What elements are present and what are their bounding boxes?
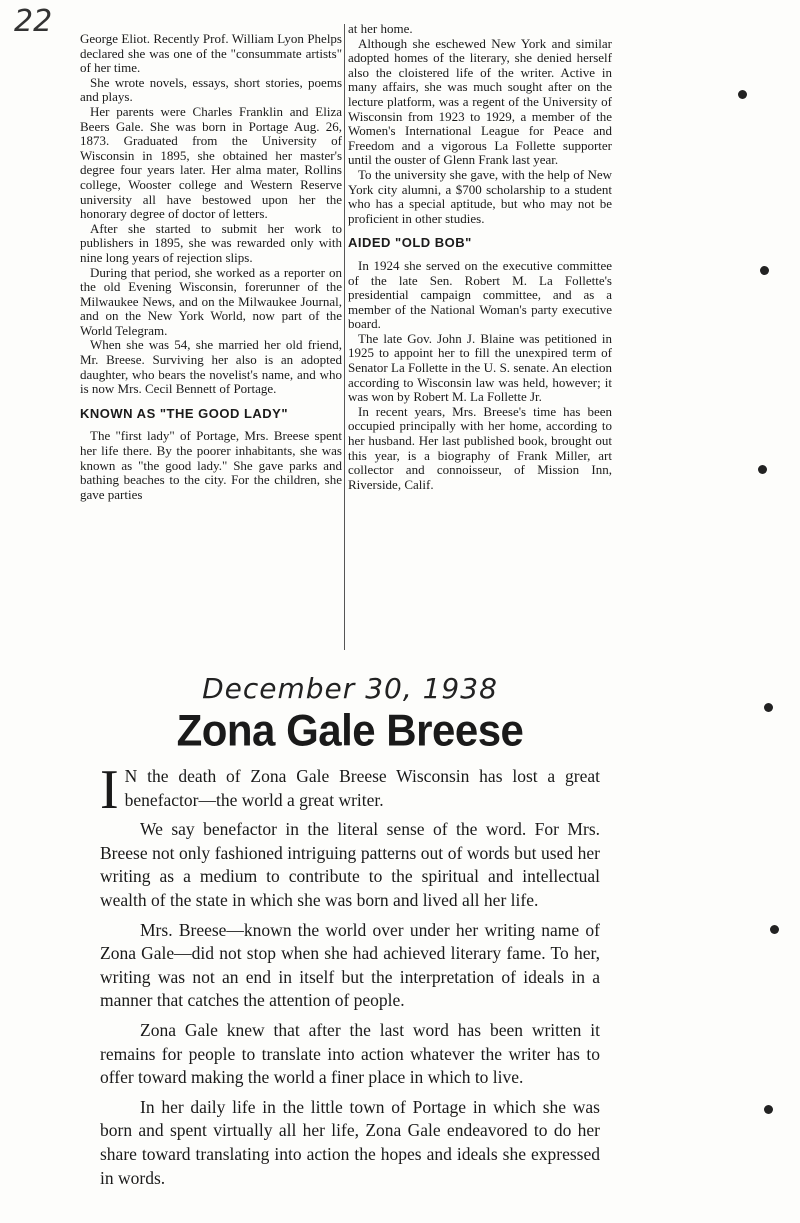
editorial-paragraph: Mrs. Breese—known the world over under her writing name of Zona Gale—did not stop when she had achieved literary fame. To her, writing was not an end in itself but the interpretation of ideals in a manner that catches the attention of people.	[100, 919, 600, 1011]
punch-hole-mark	[758, 465, 767, 474]
editorial-body	[100, 759, 600, 1190]
left-column	[80, 32, 342, 502]
punch-hole-mark	[760, 266, 769, 275]
right-column	[348, 22, 612, 492]
punch-hole-mark	[770, 925, 779, 934]
punch-hole-mark	[764, 703, 773, 712]
right-paragraph: To the university she gave, with the help of New York city alumni, a $700 scholarship to a student who has a special aptitude, but who may not be proficient in other studies.	[348, 166, 612, 226]
editorial-paragraph	[100, 759, 600, 821]
punch-hole-mark	[764, 1105, 773, 1114]
punch-hole-mark	[738, 90, 747, 99]
editorial-paragraph: In her daily life in the little town of Portage in which she was born and spent virtually all her life, Zona Gale endeavored to do her share toward translating into action the hopes and ideals she expressed in words.	[100, 1096, 600, 1188]
right-paragraph: In 1924 she served on the executive committee of the late Sen. Robert M. La Follette's presidential campaign committee, and as a member of the National Woman's party executive board.	[348, 257, 612, 332]
handwritten-date: December 30, 1938	[202, 672, 498, 705]
news-clipping	[80, 0, 613, 652]
editorial-paragraph: Zona Gale knew that after the last word has been written it remains for people to translate into action whatever the writer has to offer toward making the world a finer place in which to live.	[100, 1019, 600, 1088]
page-number: 22	[14, 4, 53, 39]
left-paragraph: Her parents were Charles Franklin and Eliza Beers Gale. She was born in Portage Aug. 26, 1873. Graduated from the University of Wisconsin in 1895, she obtained her master's degree four years later. Her alma mater, Rollins college, Wooster college and Western Reserve university all have bestowed upon her the honorary degree of doctor of letters.	[80, 103, 342, 222]
column-rule	[344, 24, 345, 650]
editorial-headline: Zona Gale Breese	[176, 705, 524, 756]
left-paragraph: She wrote novels, essays, short stories, poems and plays.	[80, 74, 342, 105]
right-paragraph: Although she eschewed New York and similar adopted homes of the literary, she denied herself also the cloistered life of the writer. Active in many affairs, she was much sought after on the lecture platform, was a regent of the University of Wisconsin from 1923 to 1929, a member of the Women's International League for Peace and Freedom and a vigorous La Follette supporter until the ouster of Glenn Frank last year.	[348, 35, 612, 168]
first-paragraph-text: N the death of Zona Gale Breese Wisconsin has lost a great benefactor—the world a great writer.	[124, 766, 600, 810]
left-paragraph: George Eliot. Recently Prof. William Lyon Phelps declared she was one of the "consummate artists" of her time.	[80, 31, 342, 76]
subhead-good-lady: KNOWN AS "THE GOOD LADY"	[80, 405, 289, 421]
right-paragraph: In recent years, Mrs. Breese's time has been occupied principally with her home, according to her husband. Her last published book, brought out this year, is a biography of Frank Miller, art collector and connoisseur, of Mission Inn, Riverside, Calif.	[348, 403, 612, 492]
dropcap: I	[100, 759, 119, 821]
editorial-paragraph: We say benefactor in the literal sense of the word. For Mrs. Breese not only fashioned intriguing patterns out of words but used her writing as a medium to contribute to the spiritual and intellectual wealth of the state in which she was born and lived all her life.	[100, 819, 600, 910]
left-paragraph: After she started to submit her work to publishers in 1895, she was rewarded only with nine long years of rejection slips.	[80, 220, 342, 265]
editorial-clipping	[100, 672, 600, 1196]
left-paragraph: When she was 54, she married her old friend, Mr. Breese. Surviving her also is an adopted daughter, who bears the novelist's name, and who is now Mrs. Cecil Bennett of Portage.	[80, 337, 342, 397]
left-paragraph: During that period, she worked as a reporter on the old Evening Wisconsin, forerunner of the Milwaukee News, and on the Milwaukee Journal, and on the New York World, now part of the World Telegram.	[80, 264, 342, 338]
subhead-old-bob: AIDED "OLD BOB"	[348, 235, 472, 251]
left-paragraph: The "first lady" of Portage, Mrs. Breese spent her life there. By the poorer inhabitants, she was known as "the good lady." She gave parks and bathing beaches to the city. For the children, she gave parties	[80, 428, 342, 502]
right-continuation: at her home.	[348, 21, 413, 36]
right-paragraph: The late Gov. John J. Blaine was petitioned in 1925 to appoint her to fill the unexpired term of Senator La Follette in the U. S. senate. An election according to Wisconsin law was held, however; it was won by Robert M. La Follette Jr.	[348, 330, 612, 405]
